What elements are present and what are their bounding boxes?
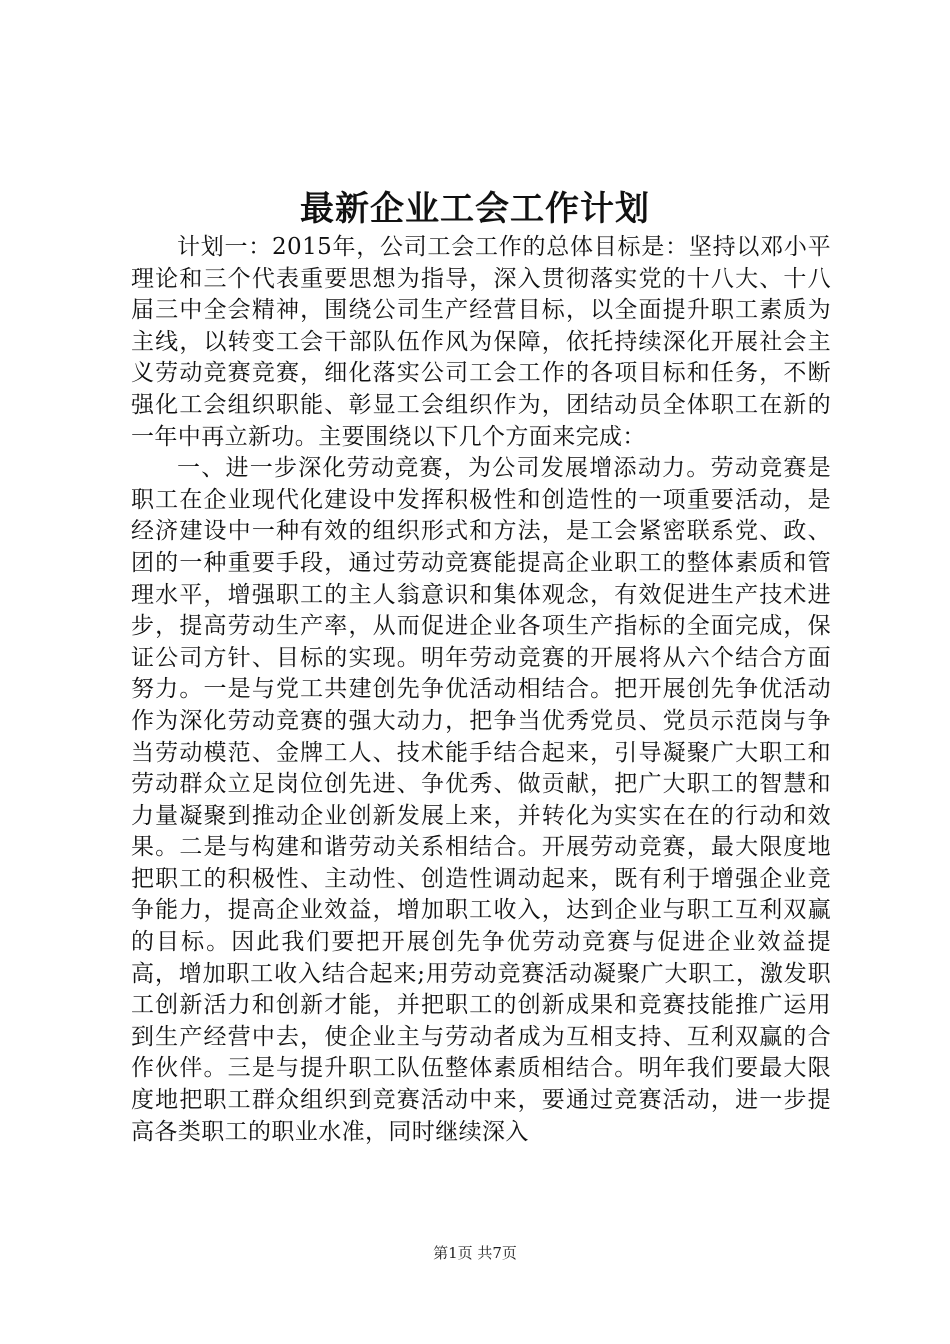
paragraph-intro: 计划一：2015年，公司工会工作的总体目标是：坚持以邓小平理论和三个代表重要思想为指导，深入贯彻落实党的十八大、十八届三中全会精神，围绕公司生产经营目标，以全面提升职工素质为主线，以转变工会干部队伍作风为保障，依托持续深化开展社会主义劳动竞赛竞赛，细化落实公司工会工作的各项目标和任务，不断强化工会组织职能、彰显工会组织作为，团结动员全体职工在新的一年中再立新功。主要围绕以下几个方面来完成： (131, 234, 831, 450)
document-title: 最新企业工会工作计划 (300, 189, 650, 229)
page-footer: 第1页 共7页 (433, 1244, 517, 1262)
paragraph-labor-competition: 一、进一步深化劳动竞赛，为公司发展增添动力。劳动竞赛是职工在企业现代化建设中发挥积极性和创造性的一项重要活动，是经济建设中一种有效的组织形式和方法，是工会紧密联系党、政、团的一种重要手段，通过劳动竞赛能提高企业职工的整体素质和管理水平，增强职工的主人翁意识和集体观念，有效促进生产技术进步，提高劳动生产率，从而促进企业各项生产指标的全面完成，保证公司方针、目标的实现。明年劳动竞赛的开展将从六个结合方面努力。一是与党工共建创先争优活动相结合。把开展创先争优活动作为深化劳动竞赛的强大动力，把争当优秀党员、党员示范岗与争当劳动模范、金牌工人、技术能手结合起来，引导凝聚广大职工和劳动群众立足岗位创先进、争优秀、做贡献，把广大职工的智慧和力量凝聚到推动企业创新发展上来，并转化为实实在在的行动和效果。二是与构建和谐劳动关系相结合。开展劳动竞赛，最大限度地把职工的积极性、主动性、创造性调动起来，既有利于增强企业竞争能力，提高企业效益，增加职工收入，达到企业与职工互利双赢的目标。因此我们要把开展创先争优劳动竞赛与促进企业效益提高，增加职工收入结合起来;用劳动竞赛活动凝聚广大职工，激发职工创新活力和创新才能，并把职工的创新成果和竞赛技能推广运用到生产经营中去，使企业主与劳动者成为互相支持、互利双赢的合作伙伴。三是与提升职工队伍整体素质相结合。明年我们要最大限度地把职工群众组织到竞赛活动中来，要通过竞赛活动，进一步提高各类职工的职业水准，同时继续深入 (131, 455, 831, 1145)
document-body (131, 232, 831, 1148)
